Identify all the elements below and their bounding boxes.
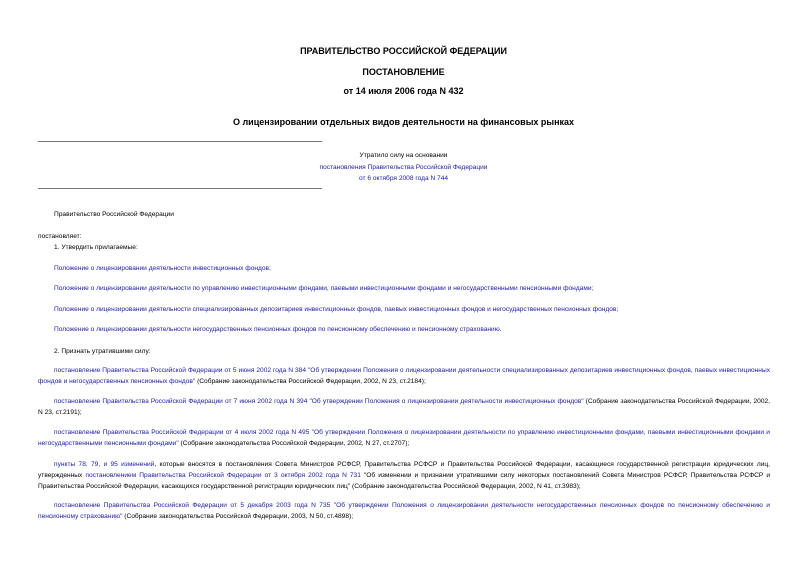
- repealed-item-3-link[interactable]: постановление Правительства Российской Федерации от 4 июля 2002 года N 495 "Об утверждении Положения о лицензировании деятельности по управлению инвестиционными фондами, паевыми инвестиционными фондами и негосударственными пенсионными фондами": [38, 429, 770, 447]
- repealed-item-2-source: (Собрание законодательства Российской Федерации, 2002, N 23, ст.2191);: [38, 398, 770, 416]
- repealed-item-4-resolution-link[interactable]: постановлением Правительства Российской Федерации от 3 октября 2002 года N 731: [85, 472, 361, 479]
- status-note: [0, 150, 807, 185]
- repealed-item-2: [38, 396, 770, 418]
- repealed-item-1: [38, 365, 770, 387]
- repealed-item-5: [38, 500, 770, 522]
- approved-item-1[interactable]: Положение о лицензировании деятельности инвестиционных фондов;: [54, 265, 271, 272]
- repealed-item-1-source: (Собрание законодательства Российской Федерации, 2002, N 23, ст.2184);: [195, 378, 426, 385]
- repealed-item-2-link[interactable]: постановление Правительства Российской Федерации от 7 июня 2002 года N 394 "Об утверждении Положения о лицензировании деятельности инвестиционных фондов": [54, 398, 584, 405]
- bottom-divider: [38, 188, 322, 189]
- repealed-item-1-link[interactable]: постановление Правительства Российской Федерации от 5 июня 2002 года N 384 "Об утверждении Положения о лицензировании деятельности специализированных депозитариев инвестиционных фондов, паевых инвестиционных фондов и негосударственных пенсионных фондов": [38, 367, 770, 385]
- document-date-number: от 14 июля 2006 года N 432: [343, 86, 464, 96]
- status-note-date-link[interactable]: от 6 октября 2008 года N 744: [358, 175, 449, 182]
- repealed-item-4-link[interactable]: пункты 78, 79, и 95: [54, 461, 118, 468]
- status-note-line1: Утратило силу на основании: [359, 152, 448, 159]
- document-type: ПОСТАНОВЛЕНИЕ: [362, 67, 445, 77]
- repealed-item-5-source: (Собрание законодательства Российской Федерации, 2003, N 50, ст.4898);: [122, 513, 354, 520]
- resolves-label: постановляет:: [38, 233, 82, 240]
- approved-item-3[interactable]: Положение о лицензировании деятельности специализированных депозитариев инвестиционных фондов, паевых инвестиционных фондов и негосударственных пенсионных фондов;: [54, 306, 619, 313]
- document-title: О лицензировании отдельных видов деятельности на финансовых рынках: [232, 117, 575, 127]
- repealed-item-4: [38, 459, 770, 492]
- status-note-link[interactable]: постановления Правительства Российской Федерации: [319, 163, 488, 171]
- repealed-item-5-link[interactable]: постановление Правительства Российской Федерации от 5 декабря 2003 года N 735 "Об утверждении Положения о лицензировании деятельности негосударственных пенсионных фондов по пенсионному обеспечению и пенсионному страхованию": [38, 502, 770, 520]
- issuing-government: Правительство Российской Федерации: [54, 211, 174, 218]
- point-1: 1. Утвердить прилагаемые:: [54, 244, 138, 251]
- approved-item-2[interactable]: Положение о лицензировании деятельности по управлению инвестиционными фондами, паевыми инвестиционными фондами и негосударственными пенсионными фондами;: [54, 285, 594, 292]
- approved-item-4[interactable]: Положение о лицензировании деятельности негосударственных пенсионных фондов по пенсионному обеспечению и пенсионному страхованию.: [54, 326, 502, 333]
- repealed-item-3: [38, 427, 770, 449]
- government-heading: ПРАВИТЕЛЬСТВО РОССИЙСКОЙ ФЕДЕРАЦИИ: [300, 46, 507, 56]
- point-2: 2. Признать утратившими силу:: [54, 348, 151, 355]
- repealed-item-4-text: , которые вносятся в постановления Совета Министров РСФСР, Правительства РСФСР и Правительства Российской Федерации, касающиеся государственной регистрации юридических лиц, утвержденных: [38, 461, 770, 479]
- repealed-item-4-changes-link[interactable]: изменений: [121, 461, 155, 468]
- top-divider: [38, 141, 322, 142]
- repealed-item-3-source: (Собрание законодательства Российской Федерации, 2002, N 27, ст.2707);: [178, 440, 410, 447]
- repealed-item-4-source: "Об изменении и признании утратившими силу некоторых постановлений Совета Министров РСФСР, Правительства РСФСР и Правительства Российской Федерации, касающихся государственной регистрации юридических лиц" (Собрание законодательства Российской Федерации, 2002, N 41, ст.3983);: [38, 472, 771, 490]
